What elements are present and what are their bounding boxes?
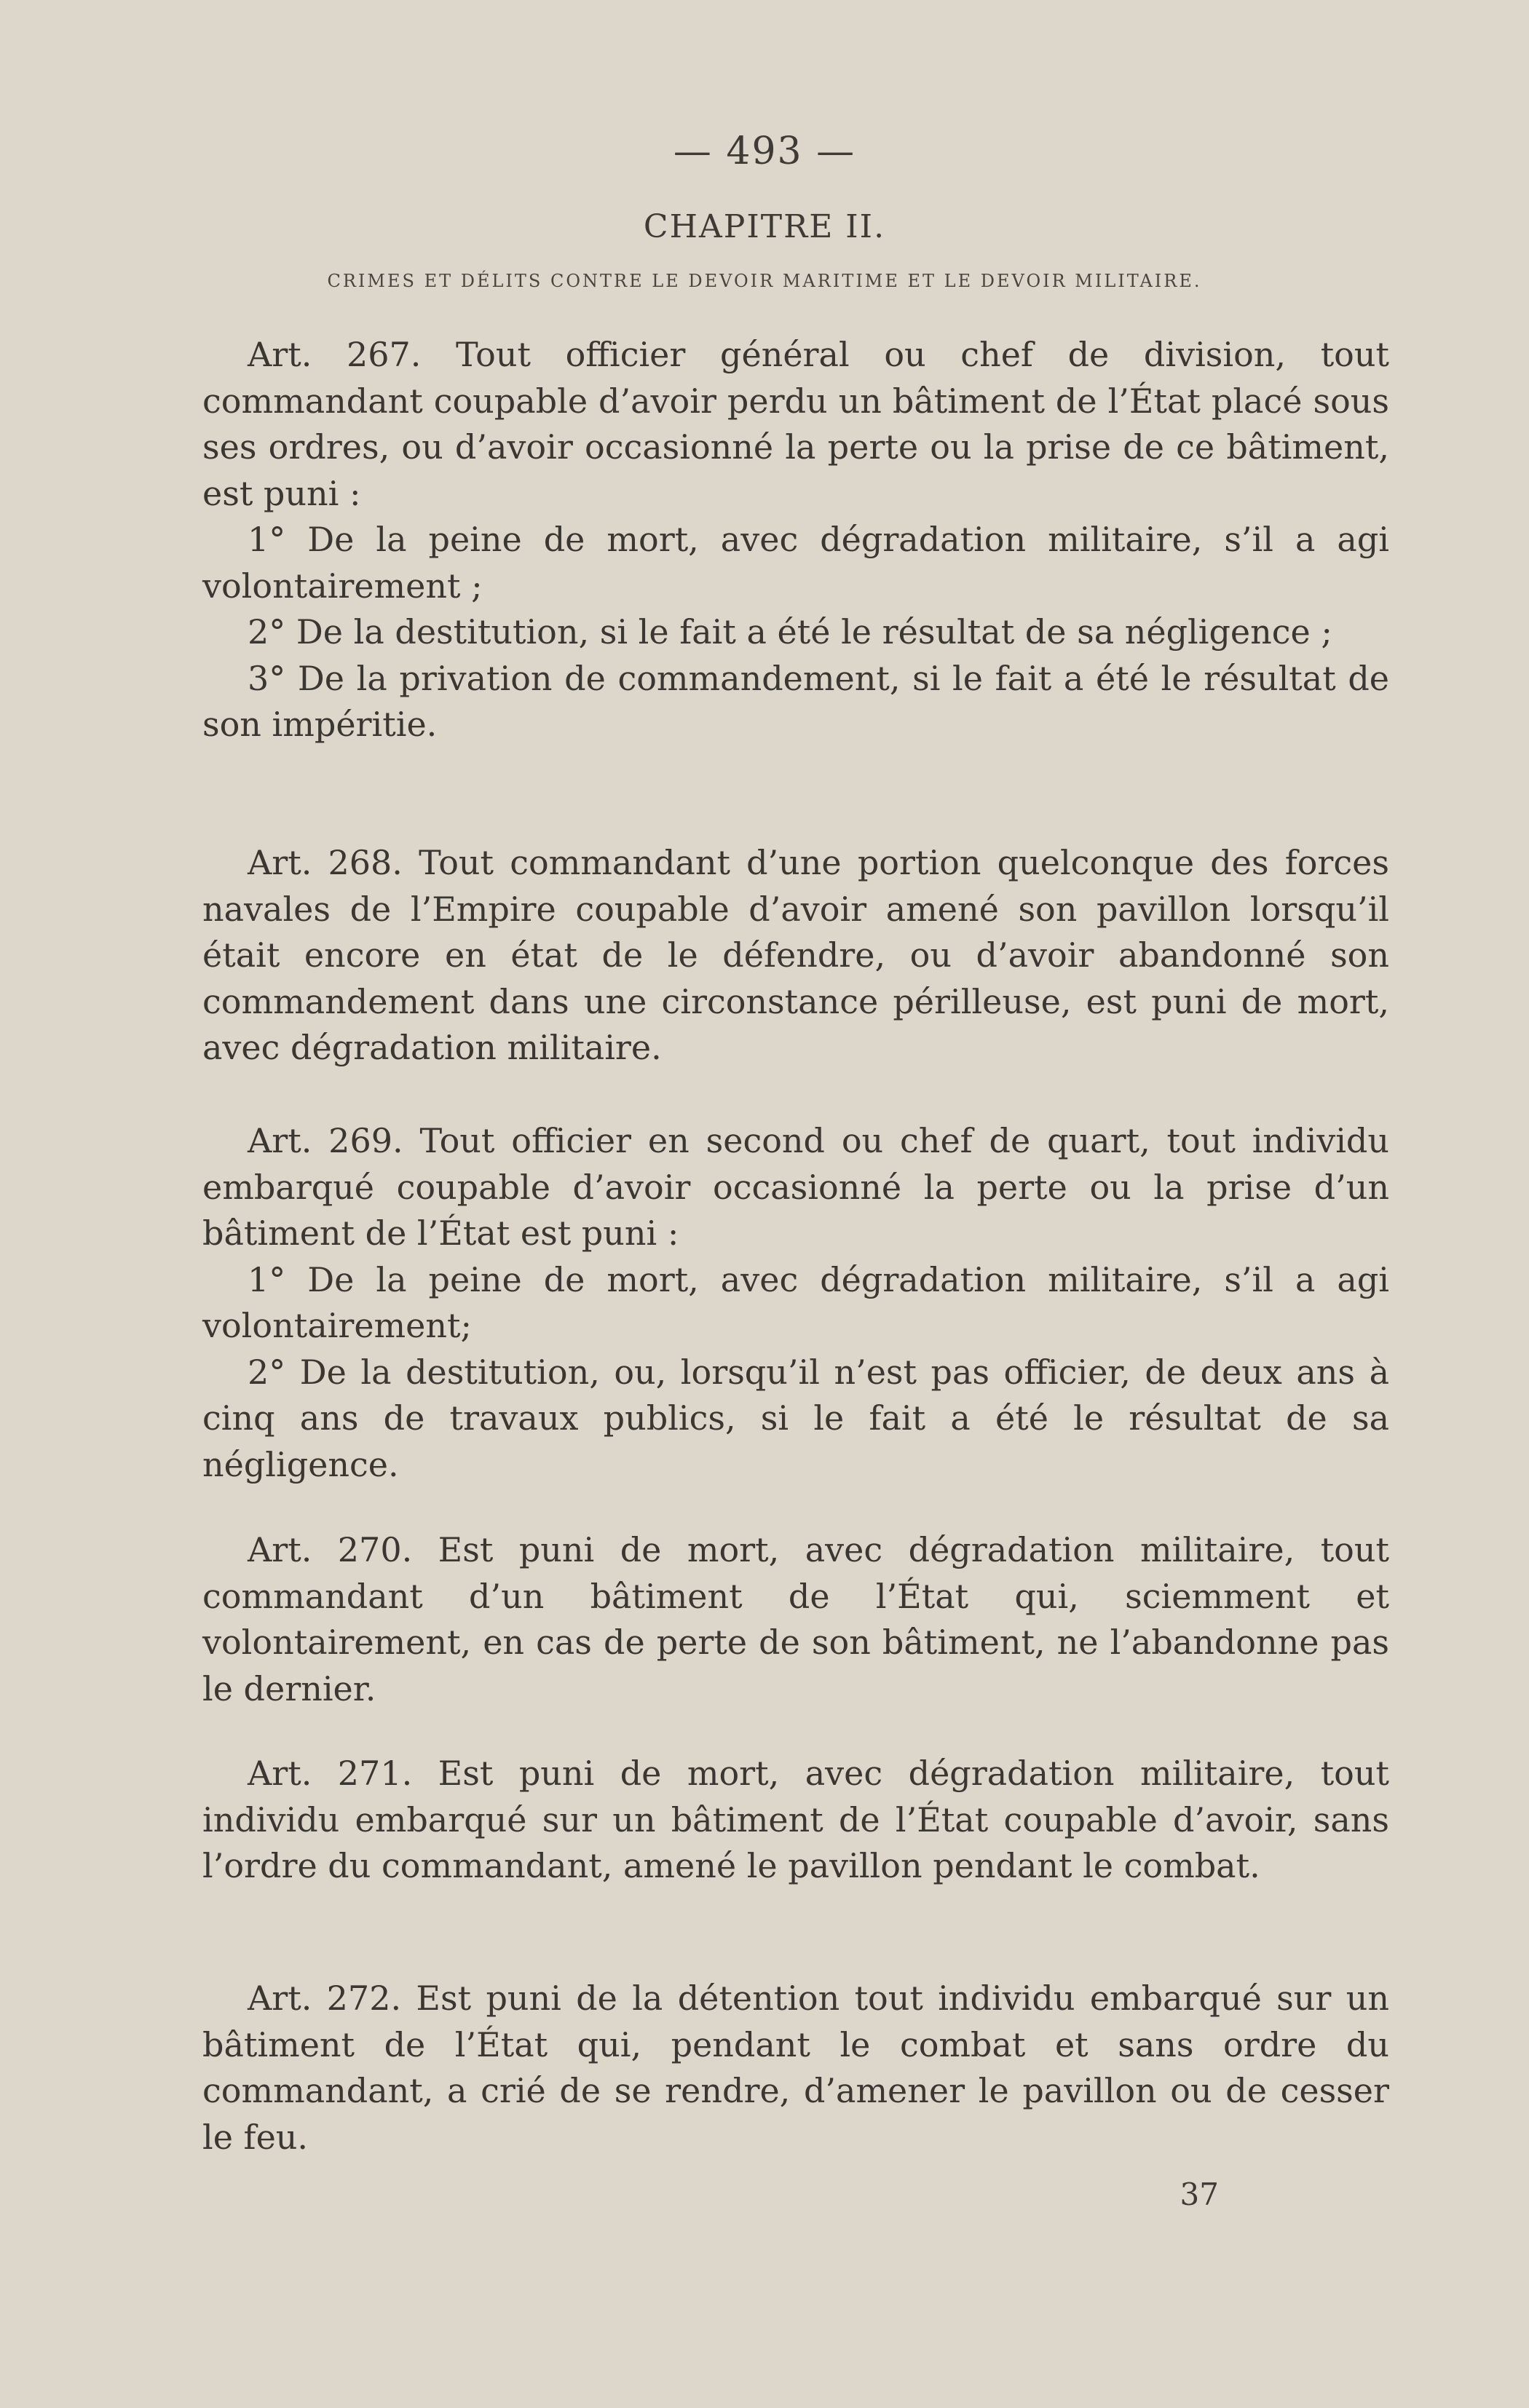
article-paragraph: 1° De la peine de mort, avec dégradation militaire, s’il a agi volontairement; xyxy=(202,1259,1389,1345)
article-paragraph: 3° De la privation de commandement, si le fait a été le résultat de son impéritie. xyxy=(202,658,1389,744)
article-paragraph: Art. 267. Tout officier général ou chef de division, tout commandant coupable d’avoir perdu un bâtiment de l’État placé sous ses ordres, ou d’avoir occasionné la perte ou la prise de ce bâtiment, est puni : xyxy=(202,335,1389,513)
article-paragraph: 2° De la destitution, ou, lorsqu’il n’est pas officier, de deux ans à cinq ans de travaux publics, si le fait a été le résultat de sa négligence. xyxy=(202,1352,1389,1484)
article-269 xyxy=(202,1118,1389,1488)
article-paragraph: Art. 269. Tout officier en second ou chef de quart, tout individu embarqué coupable d’avoir occasionné la perte ou la prise d’un bâtiment de l’État est puni : xyxy=(202,1121,1389,1253)
article-paragraph: Art. 272. Est puni de la détention tout individu embarqué sur un bâtiment de l’État qui, pendant le combat et sans ordre du commandant, a crié de se rendre, d’amener le pavillon ou de cesser le feu. xyxy=(202,1979,1389,2157)
chapter-title: CHAPITRE II. xyxy=(643,208,886,245)
article-271 xyxy=(202,1751,1389,1890)
article-267 xyxy=(202,332,1389,748)
article-paragraph: Art. 268. Tout commandant d’une portion quelconque des forces navales de l’Empire coupable d’avoir amené son pavillon lorsqu’il était encore en état de le défendre, ou d’avoir abandonné son commandement dans une circonstance périlleuse, est puni de mort, avec dégradation militaire. xyxy=(202,843,1389,1067)
article-268 xyxy=(202,840,1389,1072)
article-272 xyxy=(202,1976,1389,2161)
article-paragraph: Art. 270. Est puni de mort, avec dégradation militaire, tout commandant d’un bâtiment de l’État qui, sciemment et volontairement, en cas de perte de son bâtiment, ne l’abandonne pas le dernier. xyxy=(202,1530,1389,1708)
article-paragraph: Art. 271. Est puni de mort, avec dégradation militaire, tout individu embarqué sur un bâtiment de l’État coupable d’avoir, sans l’ordre du commandant, amené le pavillon pendant le combat. xyxy=(202,1754,1389,1885)
chapter-subtitle: CRIMES ET DÉLITS CONTRE LE DEVOIR MARITIME ET LE DEVOIR MILITAIRE. xyxy=(327,271,1202,291)
signature-mark: 37 xyxy=(1180,2177,1219,2212)
article-paragraph: 1° De la peine de mort, avec dégradation militaire, s’il a agi volontairement ; xyxy=(202,520,1389,606)
page-number: — 493 — xyxy=(673,130,856,173)
article-paragraph: 2° De la destitution, si le fait a été le résultat de sa négligence ; xyxy=(248,612,1332,651)
article-270 xyxy=(202,1527,1389,1712)
